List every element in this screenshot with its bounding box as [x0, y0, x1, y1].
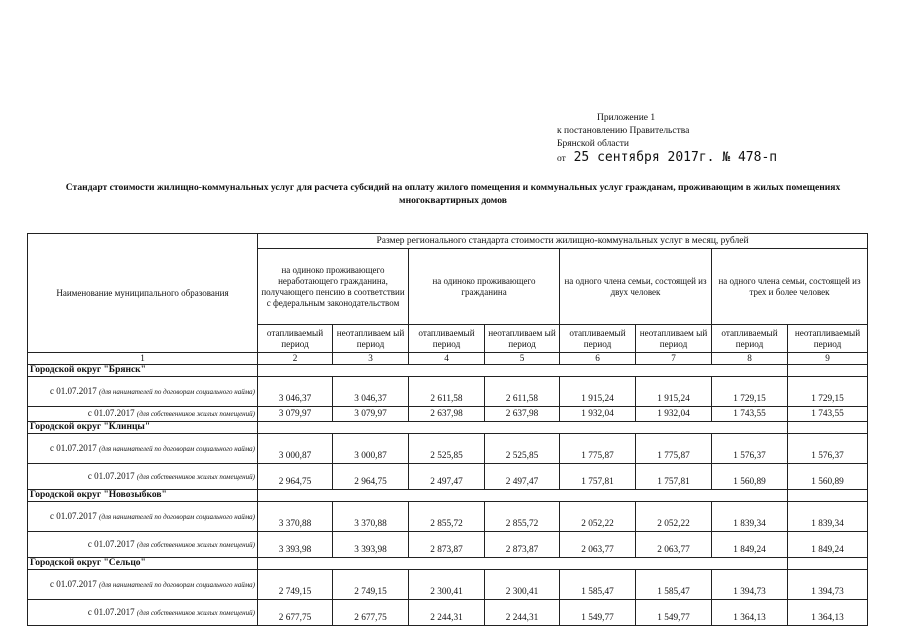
row-note: (для нанимателей по договорам социального найма)	[99, 580, 255, 589]
value-cell: 2 873,87	[409, 532, 485, 558]
group-empty-cell	[560, 422, 636, 434]
row-date: с 01.07.2017	[50, 442, 97, 453]
group-row	[28, 490, 868, 502]
table-row	[28, 600, 868, 626]
value-cell: 3 000,87	[333, 434, 409, 464]
value-cell: 2 063,77	[636, 532, 712, 558]
row-note: (для нанимателей по договорам социального найма)	[99, 387, 255, 396]
value-cell: 2 855,72	[485, 502, 560, 532]
group-empty-cell	[333, 422, 409, 434]
row-label	[28, 377, 258, 407]
value-cell: 2 677,75	[258, 600, 333, 626]
value-cell: 3 000,87	[258, 434, 333, 464]
subheader-heated: отапливаемый период	[560, 325, 636, 353]
value-cell: 1 757,81	[560, 464, 636, 490]
group-empty-cell	[712, 422, 788, 434]
row-date: с 01.07.2017	[87, 408, 135, 418]
value-cell: 1 394,73	[712, 570, 788, 600]
value-cell: 2 964,75	[258, 464, 333, 490]
group-row	[28, 365, 868, 377]
value-cell: 1 560,89	[712, 464, 788, 490]
subheader-heated: отапливаемый период	[258, 325, 333, 353]
value-cell: 1 729,15	[788, 377, 868, 407]
value-cell: 2 497,47	[409, 464, 485, 490]
row-label	[28, 502, 258, 532]
value-cell: 2 855,72	[409, 502, 485, 532]
value-cell: 1 729,15	[712, 377, 788, 407]
group-empty-cell	[258, 365, 333, 377]
group-empty-cell	[712, 365, 788, 377]
index-cell: 3	[333, 353, 409, 365]
row-note: (для собственников жилых помещений)	[136, 608, 255, 617]
group-empty-cell	[788, 558, 868, 570]
group-empty-cell	[712, 490, 788, 502]
header-top: Размер регионального стандарта стоимости жилищно-коммунальных услуг в месяц, рублей	[258, 234, 868, 249]
value-cell: 1 549,77	[560, 600, 636, 626]
group-name: Городской округ "Новозыбков"	[28, 490, 258, 502]
group-empty-cell	[560, 490, 636, 502]
group-empty-cell	[485, 422, 560, 434]
group-empty-cell	[788, 422, 868, 434]
index-cell: 6	[560, 353, 636, 365]
row-label	[28, 570, 258, 600]
row-label	[28, 600, 258, 626]
row-date: с 01.07.2017	[87, 538, 135, 549]
subheader-unheated: неотапливаем ый период	[485, 325, 560, 353]
subheader-unheated: неотапливаемый период	[788, 325, 868, 353]
value-cell: 2 052,22	[560, 502, 636, 532]
value-cell: 2 525,85	[409, 434, 485, 464]
group-empty-cell	[485, 490, 560, 502]
subheader-heated: отапливаемый период	[712, 325, 788, 353]
group-empty-cell	[560, 365, 636, 377]
appendix-line-1: к постановлению Правительства	[557, 126, 690, 136]
value-cell: 2 749,15	[333, 570, 409, 600]
value-cell: 3 393,98	[258, 532, 333, 558]
group-empty-cell	[258, 490, 333, 502]
group-empty-cell	[333, 365, 409, 377]
value-cell: 2 525,85	[485, 434, 560, 464]
value-cell: 1 743,55	[712, 407, 788, 422]
table-row	[28, 434, 868, 464]
value-cell: 1 585,47	[636, 570, 712, 600]
row-label	[28, 407, 258, 422]
group-empty-cell	[636, 490, 712, 502]
index-cell: 9	[788, 353, 868, 365]
value-cell: 3 370,88	[333, 502, 409, 532]
index-cell: 4	[409, 353, 485, 365]
row-label	[28, 434, 258, 464]
group-empty-cell	[485, 558, 560, 570]
group-empty-cell	[333, 490, 409, 502]
value-cell: 1 576,37	[788, 434, 868, 464]
value-cell: 2 244,31	[409, 600, 485, 626]
value-cell: 1 849,24	[788, 532, 868, 558]
appendix-date-prefix: от	[557, 154, 566, 164]
table-row	[28, 377, 868, 407]
value-cell: 1 576,37	[712, 434, 788, 464]
index-cell: 1	[28, 353, 258, 365]
value-cell: 1 585,47	[560, 570, 636, 600]
value-cell: 2 637,98	[485, 407, 560, 422]
table-row	[28, 502, 868, 532]
group-name: Городской округ "Клинцы"	[28, 422, 258, 434]
row-note: (для собственников жилых помещений)	[136, 540, 255, 549]
table-row	[28, 407, 868, 422]
value-cell: 2 637,98	[409, 407, 485, 422]
subheader-unheated: неотапливаем ый период	[636, 325, 712, 353]
value-cell: 1 549,77	[636, 600, 712, 626]
subheader-unheated: неотапливаем ый период	[333, 325, 409, 353]
value-cell: 1 743,55	[788, 407, 868, 422]
value-cell: 3 046,37	[333, 377, 409, 407]
value-cell: 1 364,13	[712, 600, 788, 626]
row-date: с 01.07.2017	[50, 510, 97, 521]
appendix-date	[557, 151, 777, 166]
group-name: Городской округ "Брянск"	[28, 365, 258, 377]
value-cell: 2 063,77	[560, 532, 636, 558]
value-cell: 2 749,15	[258, 570, 333, 600]
value-cell: 2 611,58	[409, 377, 485, 407]
group-name: Городской округ "Сельцо"	[28, 558, 258, 570]
value-cell: 2 300,41	[485, 570, 560, 600]
value-cell: 1 839,34	[712, 502, 788, 532]
group-empty-cell	[712, 558, 788, 570]
group-empty-cell	[636, 365, 712, 377]
row-date: с 01.07.2017	[87, 470, 135, 481]
header-group-two-persons: на одного члена семьи, состоящей из двух человек	[560, 249, 712, 325]
value-cell: 2 873,87	[485, 532, 560, 558]
appendix-title: Приложение 1	[597, 113, 656, 123]
group-empty-cell	[409, 365, 485, 377]
group-empty-cell	[788, 365, 868, 377]
subheader-heated: отапливаемый период	[409, 325, 485, 353]
value-cell: 1 757,81	[636, 464, 712, 490]
value-cell: 2 300,41	[409, 570, 485, 600]
value-cell: 2 611,58	[485, 377, 560, 407]
appendix-line-2: Брянской области	[557, 139, 629, 149]
value-cell: 1 364,13	[788, 600, 868, 626]
group-empty-cell	[258, 558, 333, 570]
index-cell: 8	[712, 353, 788, 365]
value-cell: 2 244,31	[485, 600, 560, 626]
group-empty-cell	[258, 422, 333, 434]
header-municipality: Наименование муниципального образования	[28, 234, 258, 353]
table-row	[28, 464, 868, 490]
value-cell: 1 932,04	[560, 407, 636, 422]
header-group-single: на одиноко проживающего гражданина	[409, 249, 560, 325]
group-empty-cell	[409, 558, 485, 570]
value-cell: 3 079,97	[258, 407, 333, 422]
value-cell: 1 394,73	[788, 570, 868, 600]
appendix-block	[557, 112, 777, 166]
value-cell: 3 079,97	[333, 407, 409, 422]
row-label	[28, 464, 258, 490]
group-row	[28, 422, 868, 434]
standard-cost-table	[27, 233, 868, 626]
index-cell: 5	[485, 353, 560, 365]
row-note: (для собственников жилых помещений)	[136, 472, 255, 481]
value-cell: 1 775,87	[636, 434, 712, 464]
value-cell: 3 046,37	[258, 377, 333, 407]
value-cell: 1 932,04	[636, 407, 712, 422]
value-cell: 2 677,75	[333, 600, 409, 626]
group-empty-cell	[788, 490, 868, 502]
value-cell: 1 560,89	[788, 464, 868, 490]
value-cell: 3 393,98	[333, 532, 409, 558]
value-cell: 1 849,24	[712, 532, 788, 558]
table-row	[28, 570, 868, 600]
value-cell: 2 052,22	[636, 502, 712, 532]
header-group-pensioner: на одиноко проживающего неработающего гражданина, получающего пенсию в соответствии с федеральным законодательством	[258, 249, 409, 325]
row-date: с 01.07.2017	[87, 606, 135, 617]
group-row	[28, 558, 868, 570]
document-title: Стандарт стоимости жилищно-коммунальных услуг для расчета субсидий на оплату жилого помещения и коммунальных услуг гражданам, проживающим в жилых помещениях многоквартирных домов	[65, 182, 841, 206]
index-cell: 2	[258, 353, 333, 365]
value-cell: 1 915,24	[636, 377, 712, 407]
group-empty-cell	[636, 558, 712, 570]
value-cell: 1 775,87	[560, 434, 636, 464]
row-label	[28, 532, 258, 558]
value-cell: 1 915,24	[560, 377, 636, 407]
group-empty-cell	[560, 558, 636, 570]
value-cell: 2 964,75	[333, 464, 409, 490]
index-cell: 7	[636, 353, 712, 365]
group-empty-cell	[485, 365, 560, 377]
row-note: (для нанимателей по договорам социального найма)	[99, 444, 255, 453]
row-date: с 01.07.2017	[50, 578, 97, 589]
group-empty-cell	[409, 422, 485, 434]
group-empty-cell	[409, 490, 485, 502]
row-note: (для нанимателей по договорам социального найма)	[99, 512, 255, 521]
header-group-three-plus: на одного члена семьи, состоящей из трех и более человек	[712, 249, 868, 325]
value-cell: 1 839,34	[788, 502, 868, 532]
group-empty-cell	[333, 558, 409, 570]
index-row	[28, 353, 868, 365]
row-note: (для собственников жилых помещений)	[136, 410, 255, 418]
table-body	[28, 234, 868, 626]
value-cell: 2 497,47	[485, 464, 560, 490]
appendix-date-text: 25 сентября 2017г. № 478-п	[573, 150, 778, 165]
value-cell: 3 370,88	[258, 502, 333, 532]
group-empty-cell	[636, 422, 712, 434]
table-row	[28, 532, 868, 558]
row-date: с 01.07.2017	[50, 385, 97, 396]
